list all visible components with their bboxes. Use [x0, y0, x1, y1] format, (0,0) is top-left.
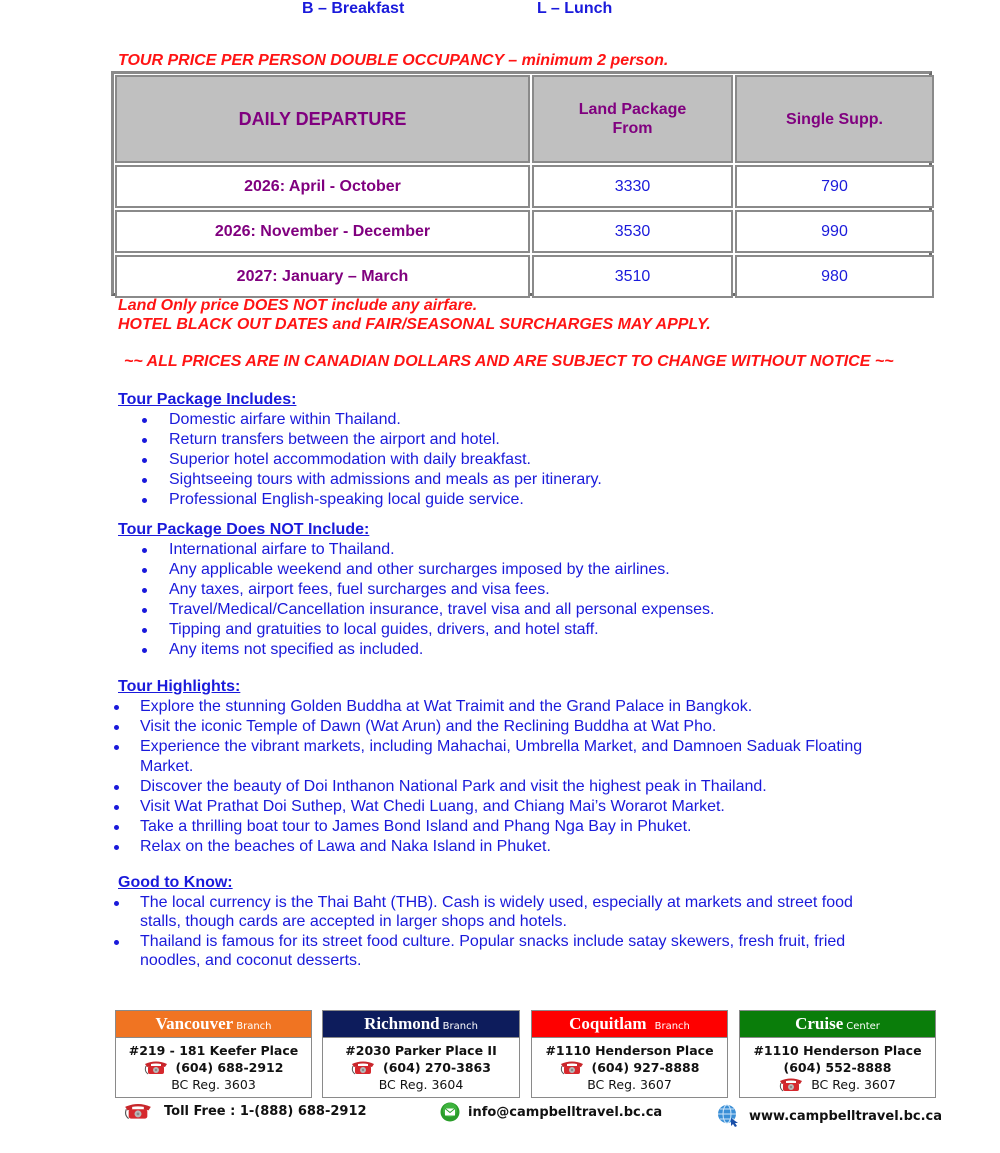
list-item-text: Any taxes, airport fees, fuel surcharges and visa fees.	[169, 581, 550, 598]
list-item	[112, 893, 882, 931]
bullet-icon	[142, 628, 147, 633]
row-period: 2027: January – March	[115, 255, 530, 298]
bullet-icon	[142, 568, 147, 573]
phone-icon	[144, 1060, 168, 1075]
bullet-icon	[142, 478, 147, 483]
branch-address: #2030 Parker Place II	[345, 1043, 497, 1058]
branch-name: Cruise	[795, 1014, 844, 1033]
bullet-icon	[142, 588, 147, 593]
bullet-icon	[114, 745, 119, 750]
bullet-icon	[142, 418, 147, 423]
branch-phone[interactable]: (604) 688-2912	[175, 1060, 284, 1075]
branch-reg: BC Reg. 3607	[587, 1077, 672, 1092]
list-item	[142, 620, 902, 640]
bullet-icon	[142, 648, 147, 653]
list-item-text: Discover the beauty of Doi Inthanon National Park and visit the highest peak in Thailand.	[140, 778, 767, 795]
price-heading: TOUR PRICE PER PERSON DOUBLE OCCUPANCY – minimum 2 person.	[118, 52, 669, 69]
branch-reg-row	[740, 1076, 935, 1093]
phone-icon	[779, 1077, 803, 1092]
header-daily-departure: DAILY DEPARTURE	[115, 75, 530, 163]
email-link[interactable]: info@campbelltravel.bc.ca	[468, 1104, 663, 1120]
list-item	[142, 450, 842, 470]
branch-reg: BC Reg. 3607	[811, 1077, 896, 1092]
branch-phone-row	[323, 1059, 519, 1076]
list-item	[142, 540, 902, 560]
email-icon	[440, 1102, 460, 1122]
branch-reg: BC Reg. 3604	[378, 1077, 464, 1092]
list-item	[142, 560, 902, 580]
branch-address: #1110 Henderson Place	[753, 1043, 922, 1058]
list-item	[112, 797, 882, 817]
branch-cruise-center	[739, 1010, 936, 1098]
branch-address: #1110 Henderson Place	[545, 1043, 714, 1058]
branch-phone[interactable]: (604) 552-8888	[783, 1060, 892, 1075]
header-land-line1: Land Package	[578, 101, 687, 118]
note-surcharges: HOTEL BLACK OUT DATES and FAIR/SEASONAL SURCHARGES MAY APPLY.	[118, 316, 711, 333]
bullet-icon	[114, 901, 119, 906]
branch-suffix: Center	[846, 1020, 880, 1032]
bullet-icon	[142, 548, 147, 553]
good-to-know-list	[112, 893, 882, 970]
list-item-text: Take a thrilling boat tour to James Bond Island and Phang Nga Bay in Phuket.	[140, 818, 692, 835]
row-single-supp: 990	[735, 210, 934, 253]
good-to-know-title: Good to Know:	[118, 874, 233, 891]
header-land-line2: From	[612, 120, 653, 137]
globe-icon	[717, 1104, 741, 1128]
list-item	[112, 717, 882, 737]
branch-phone[interactable]: (604) 270-3863	[383, 1060, 491, 1075]
toll-free-number[interactable]: Toll Free : 1-(888) 688-2912	[164, 1103, 367, 1119]
list-item-text: Travel/Medical/Cancellation insurance, travel visa and all personal expenses.	[169, 601, 715, 618]
list-item	[142, 470, 842, 490]
header-land-package	[532, 75, 733, 163]
list-item	[112, 932, 882, 970]
branch-richmond	[322, 1010, 520, 1098]
branch-phone[interactable]: (604) 927-8888	[591, 1060, 700, 1075]
list-item-text: Any applicable weekend and other surcharges imposed by the airlines.	[169, 561, 670, 578]
list-item-text: The local currency is the Thai Baht (THB). Cash is widely used, especially at markets and street food stalls, though cards are accepted in larger shops and hotels.	[140, 894, 853, 930]
branch-header	[323, 1011, 519, 1038]
excludes-list	[142, 540, 902, 660]
list-item	[112, 837, 882, 857]
list-item	[142, 580, 902, 600]
phone-icon	[124, 1102, 152, 1120]
list-item-text: Superior hotel accommodation with daily breakfast.	[169, 451, 531, 468]
meal-legend-breakfast: B – Breakfast	[302, 0, 405, 17]
list-item	[112, 737, 882, 777]
list-item-text: Return transfers between the airport and hotel.	[169, 431, 500, 448]
bullet-icon	[114, 785, 119, 790]
bullet-icon	[142, 438, 147, 443]
branch-header	[532, 1011, 727, 1038]
bullet-icon	[114, 940, 119, 945]
row-period: 2026: April - October	[115, 165, 530, 208]
branch-header	[740, 1011, 935, 1038]
list-item-text: Visit Wat Prathat Doi Suthep, Wat Chedi Luang, and Chiang Mai’s Worarot Market.	[140, 798, 725, 815]
header-single-supp: Single Supp.	[735, 75, 934, 163]
list-item	[112, 697, 882, 717]
toll-free	[124, 1102, 367, 1120]
list-item-text: Any items not specified as included.	[169, 641, 424, 658]
branch-suffix: Branch	[236, 1020, 272, 1032]
price-table	[111, 71, 932, 296]
list-item	[142, 410, 842, 430]
highlights-title: Tour Highlights:	[118, 678, 241, 695]
phone-icon	[351, 1060, 375, 1075]
list-item	[112, 817, 882, 837]
list-item-text: Experience the vibrant markets, including Mahachai, Umbrella Market, and Damnoen Saduak Floating Market.	[140, 738, 863, 775]
bullet-icon	[142, 608, 147, 613]
note-currency: ~~ ALL PRICES ARE IN CANADIAN DOLLARS AND ARE SUBJECT TO CHANGE WITHOUT NOTICE ~~	[124, 353, 894, 370]
branch-phone-row	[116, 1059, 311, 1076]
list-item-text: Sightseeing tours with admissions and meals as per itinerary.	[169, 471, 602, 488]
bullet-icon	[114, 725, 119, 730]
row-land-price: 3510	[532, 255, 733, 298]
list-item-text: Relax on the beaches of Lawa and Naka Island in Phuket.	[140, 838, 551, 855]
email	[440, 1102, 662, 1122]
excludes-title: Tour Package Does NOT Include:	[118, 521, 370, 538]
branch-name: Coquitlam	[569, 1014, 647, 1033]
row-land-price: 3530	[532, 210, 733, 253]
meal-legend-lunch: L – Lunch	[537, 0, 613, 17]
website	[717, 1104, 942, 1128]
branch-vancouver	[115, 1010, 312, 1098]
list-item	[112, 777, 882, 797]
list-item-text: Visit the iconic Temple of Dawn (Wat Arun) and the Reclining Buddha at Wat Pho.	[140, 718, 717, 735]
branch-address: #219 - 181 Keefer Place	[128, 1043, 299, 1058]
branch-header	[116, 1011, 311, 1038]
branch-name: Richmond	[364, 1014, 440, 1033]
bullet-icon	[142, 498, 147, 503]
includes-title: Tour Package Includes:	[118, 391, 297, 408]
list-item	[142, 600, 902, 620]
branch-coquitlam	[531, 1010, 728, 1098]
row-single-supp: 790	[735, 165, 934, 208]
bullet-icon	[114, 805, 119, 810]
highlights-list	[112, 697, 882, 857]
branch-name: Vancouver	[155, 1014, 234, 1033]
note-airfare: Land Only price DOES NOT include any airfare.	[118, 297, 478, 314]
branch-phone-row	[532, 1059, 727, 1076]
list-item	[142, 430, 842, 450]
branch-suffix: Branch	[654, 1020, 690, 1032]
list-item-text: Thailand is famous for its street food culture. Popular snacks include satay skewers, fresh fruit, fried noodles, and coconut desserts.	[140, 933, 846, 969]
list-item-text: Domestic airfare within Thailand.	[169, 411, 401, 428]
row-period: 2026: November - December	[115, 210, 530, 253]
branch-reg: BC Reg. 3603	[171, 1077, 256, 1092]
branch-suffix: Branch	[442, 1020, 478, 1032]
row-land-price: 3330	[532, 165, 733, 208]
list-item	[142, 640, 902, 660]
bullet-icon	[114, 825, 119, 830]
row-single-supp: 980	[735, 255, 934, 298]
list-item	[142, 490, 842, 510]
bullet-icon	[142, 458, 147, 463]
bullet-icon	[114, 705, 119, 710]
list-item-text: Explore the stunning Golden Buddha at Wat Traimit and the Grand Palace in Bangkok.	[140, 698, 753, 715]
list-item-text: Professional English-speaking local guide service.	[169, 491, 524, 508]
list-item-text: Tipping and gratuities to local guides, drivers, and hotel staff.	[169, 621, 599, 638]
website-link[interactable]: www.campbelltravel.bc.ca	[749, 1108, 943, 1124]
bullet-icon	[114, 845, 119, 850]
list-item-text: International airfare to Thailand.	[169, 541, 395, 558]
phone-icon	[560, 1060, 584, 1075]
includes-list	[142, 410, 842, 510]
